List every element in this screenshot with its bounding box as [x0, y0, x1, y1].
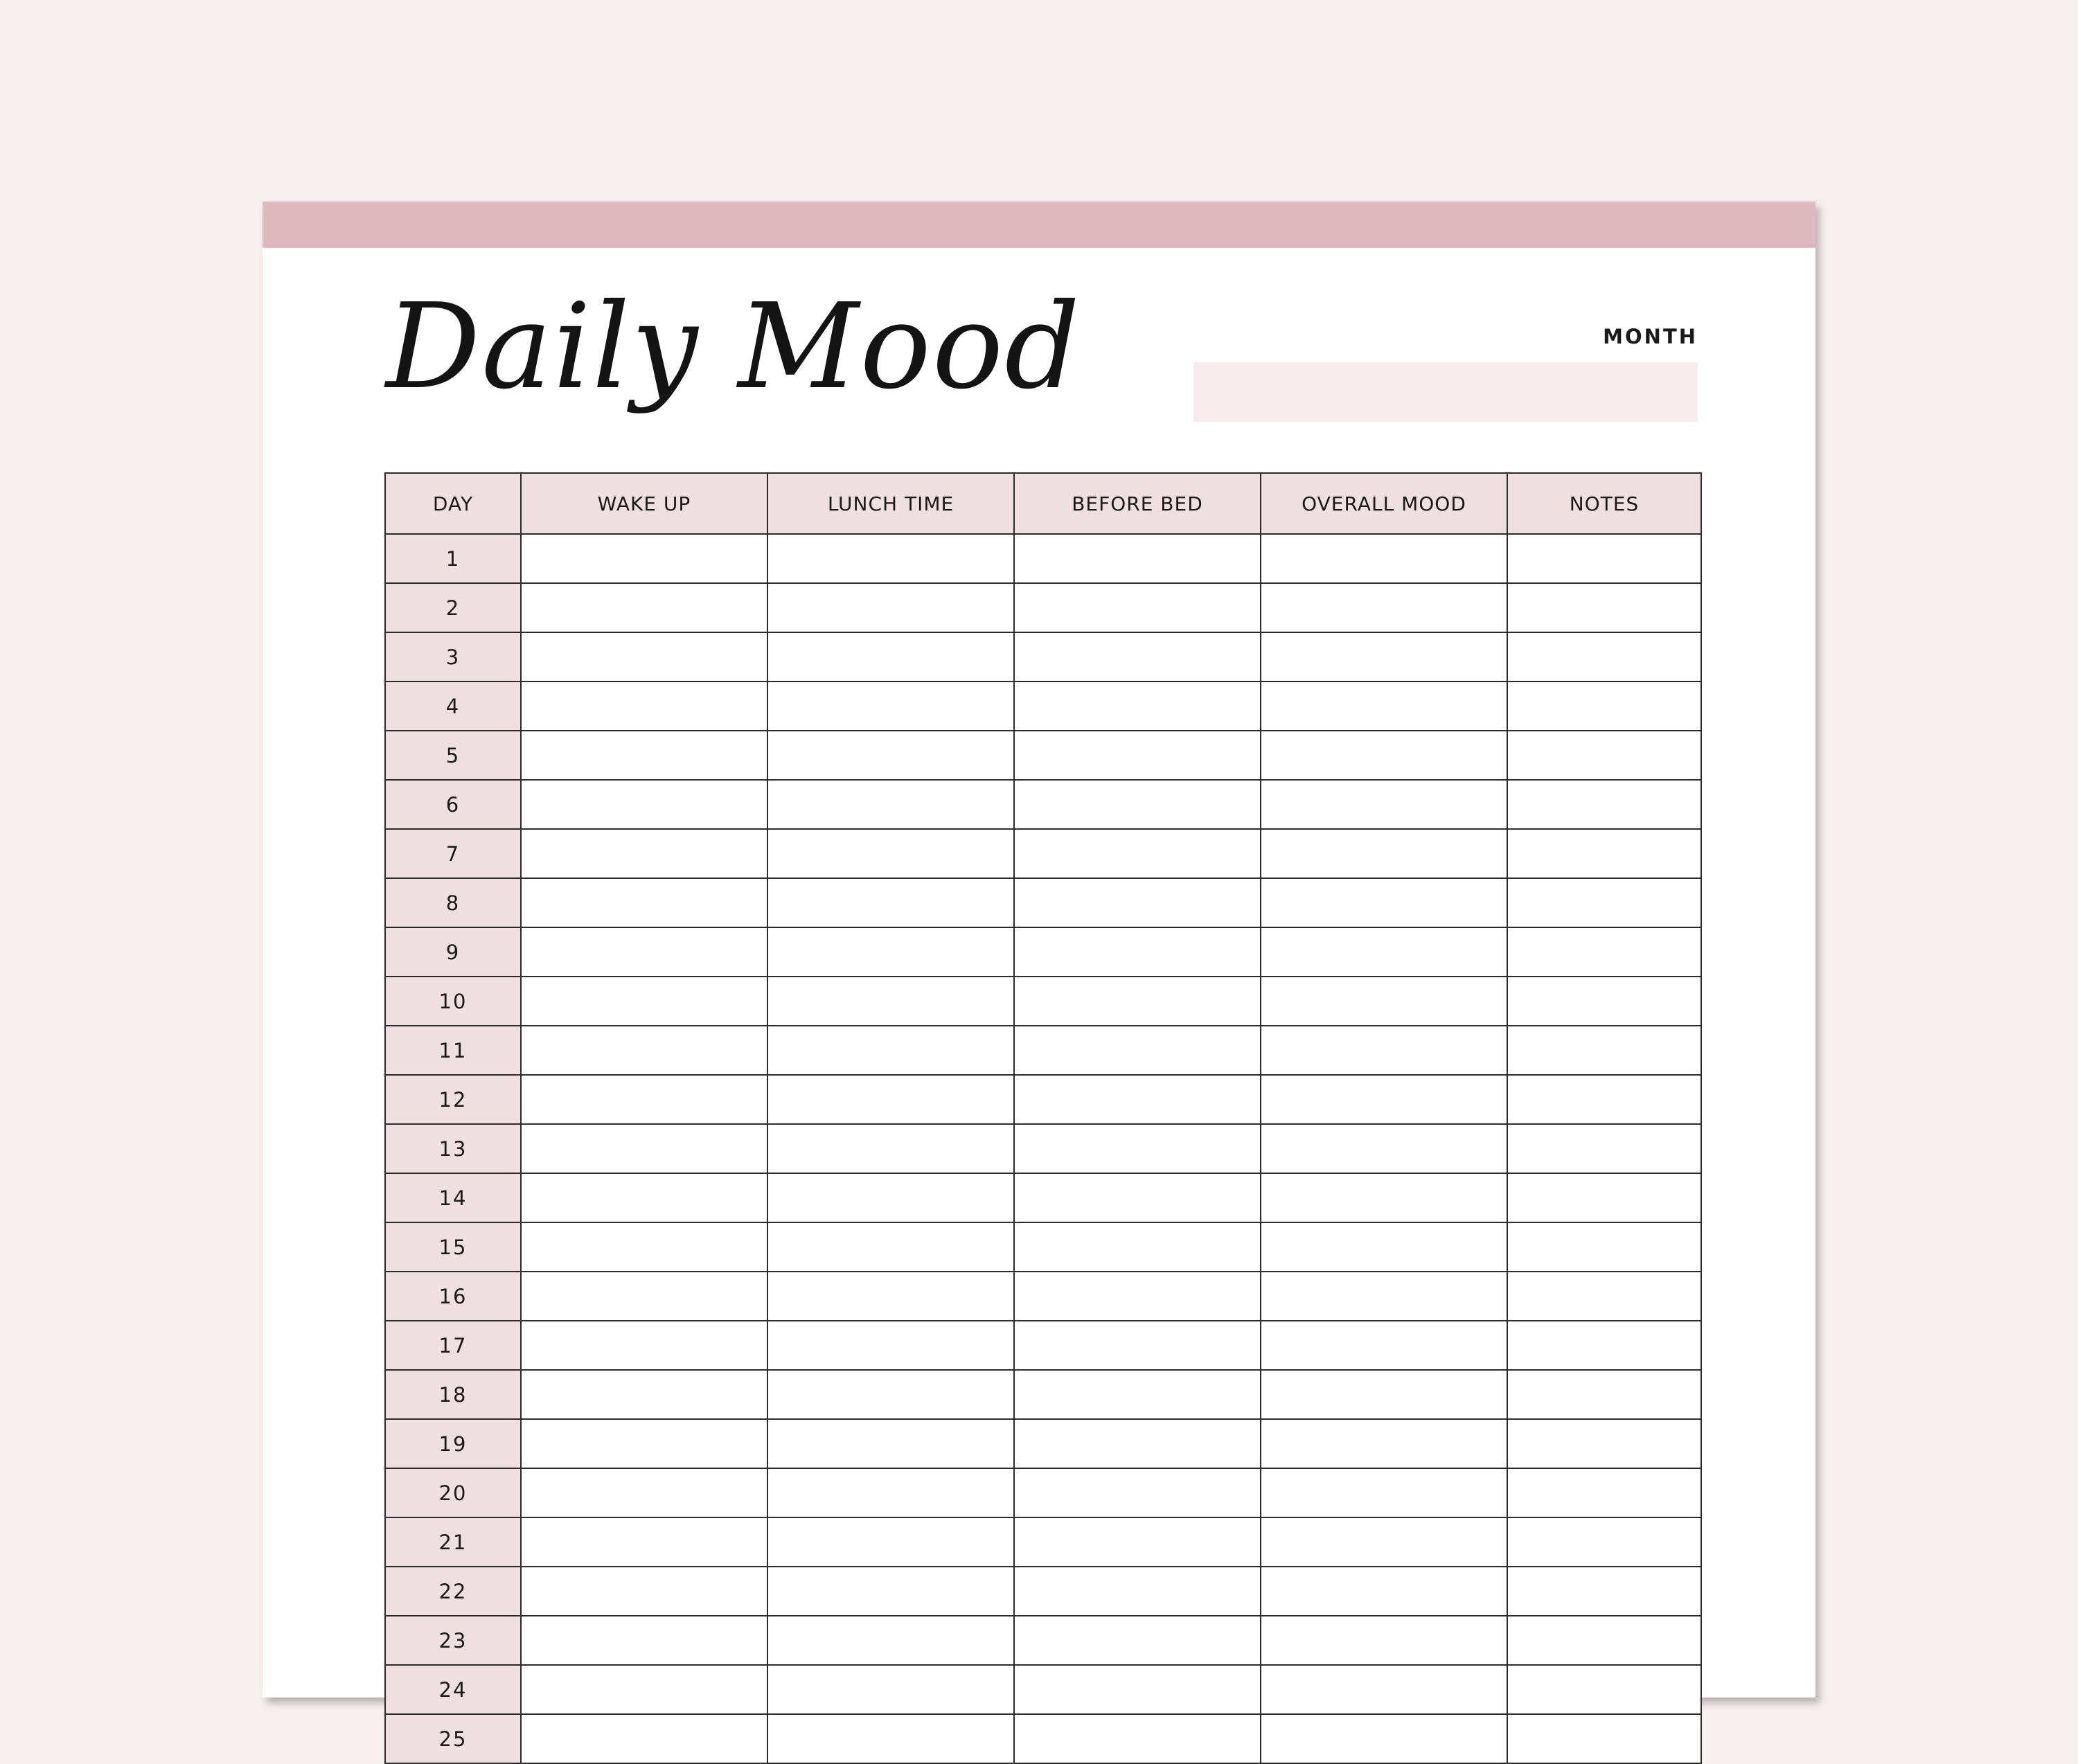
wake-up-cell[interactable]	[521, 780, 767, 829]
wake-up-cell[interactable]	[521, 977, 767, 1026]
lunch-time-cell[interactable]	[767, 583, 1014, 632]
before-bed-cell[interactable]	[1014, 1567, 1261, 1616]
table-row	[385, 878, 1701, 927]
table-row	[385, 1173, 1701, 1222]
before-bed-cell[interactable]	[1014, 583, 1261, 632]
day-number-cell: 21	[385, 1517, 521, 1567]
notes-cell[interactable]	[1507, 1419, 1701, 1468]
before-bed-cell[interactable]	[1014, 1222, 1261, 1272]
lunch-time-cell[interactable]	[767, 927, 1014, 977]
day-number-cell: 20	[385, 1468, 521, 1517]
lunch-time-cell[interactable]	[767, 1714, 1014, 1763]
lunch-time-cell[interactable]	[767, 878, 1014, 927]
overall-mood-cell[interactable]	[1261, 534, 1507, 583]
lunch-time-cell[interactable]	[767, 1419, 1014, 1468]
notes-cell[interactable]	[1507, 534, 1701, 583]
notes-cell[interactable]	[1507, 1370, 1701, 1419]
lunch-time-cell[interactable]	[767, 1517, 1014, 1567]
day-number-cell: 6	[385, 780, 521, 829]
wake-up-cell[interactable]	[521, 878, 767, 927]
table-row	[385, 780, 1701, 829]
before-bed-cell[interactable]	[1014, 1124, 1261, 1173]
wake-up-cell[interactable]	[521, 1419, 767, 1468]
before-bed-cell[interactable]	[1014, 878, 1261, 927]
wake-up-cell[interactable]	[521, 632, 767, 681]
wake-up-cell[interactable]	[521, 681, 767, 731]
notes-cell[interactable]	[1507, 1567, 1701, 1616]
overall-mood-cell[interactable]	[1261, 1419, 1507, 1468]
overall-mood-cell[interactable]	[1261, 731, 1507, 780]
table-row	[385, 534, 1701, 583]
wake-up-cell[interactable]	[521, 1272, 767, 1321]
lunch-time-cell[interactable]	[767, 1321, 1014, 1370]
planner-sheet	[263, 202, 1815, 1751]
table-row	[385, 1517, 1701, 1567]
day-number-cell: 9	[385, 927, 521, 977]
overall-mood-cell[interactable]	[1261, 1517, 1507, 1567]
day-number-cell: 12	[385, 1075, 521, 1124]
table-row	[385, 1419, 1701, 1468]
notes-cell[interactable]	[1507, 1026, 1701, 1075]
notes-cell[interactable]	[1507, 1124, 1701, 1173]
table-row	[385, 1222, 1701, 1272]
lunch-time-cell[interactable]	[767, 1468, 1014, 1517]
lunch-time-cell[interactable]	[767, 1567, 1014, 1616]
before-bed-cell[interactable]	[1014, 977, 1261, 1026]
overall-mood-cell[interactable]	[1261, 583, 1507, 632]
lunch-time-cell[interactable]	[767, 1272, 1014, 1321]
before-bed-cell[interactable]	[1014, 927, 1261, 977]
notes-cell[interactable]	[1507, 977, 1701, 1026]
wake-up-cell[interactable]	[521, 1222, 767, 1272]
day-number-cell: 14	[385, 1173, 521, 1222]
lunch-time-cell[interactable]	[767, 829, 1014, 878]
notes-cell[interactable]	[1507, 1468, 1701, 1517]
notes-cell[interactable]	[1507, 878, 1701, 927]
overall-mood-cell[interactable]	[1261, 927, 1507, 977]
day-number-cell: 13	[385, 1124, 521, 1173]
lunch-time-cell[interactable]	[767, 1665, 1014, 1714]
month-label: MONTH	[1603, 325, 1698, 348]
wake-up-cell[interactable]	[521, 1567, 767, 1616]
table-row	[385, 1321, 1701, 1370]
before-bed-cell[interactable]	[1014, 534, 1261, 583]
day-number-cell: 7	[385, 829, 521, 878]
wake-up-cell[interactable]	[521, 534, 767, 583]
overall-mood-cell[interactable]	[1261, 1468, 1507, 1517]
overall-mood-cell[interactable]	[1261, 681, 1507, 731]
before-bed-cell[interactable]	[1014, 1419, 1261, 1468]
day-number-cell: 1	[385, 534, 521, 583]
lunch-time-cell[interactable]	[767, 681, 1014, 731]
before-bed-cell[interactable]	[1014, 780, 1261, 829]
wake-up-cell[interactable]	[521, 1173, 767, 1222]
table-body	[385, 534, 1701, 1763]
wake-up-cell[interactable]	[521, 1124, 767, 1173]
mood-table	[384, 472, 1702, 1764]
day-number-cell: 15	[385, 1222, 521, 1272]
lunch-time-cell[interactable]	[767, 977, 1014, 1026]
table-header-row	[385, 473, 1701, 534]
column-header-wake-up: WAKE UP	[521, 473, 767, 534]
before-bed-cell[interactable]	[1014, 1075, 1261, 1124]
notes-cell[interactable]	[1507, 1173, 1701, 1222]
column-header-day: DAY	[385, 473, 521, 534]
day-number-cell: 2	[385, 583, 521, 632]
column-header-overall-mood: OVERALL MOOD	[1261, 473, 1507, 534]
table-row	[385, 1272, 1701, 1321]
day-number-cell: 5	[385, 731, 521, 780]
notes-cell[interactable]	[1507, 1222, 1701, 1272]
notes-cell[interactable]	[1507, 681, 1701, 731]
day-number-cell: 23	[385, 1616, 521, 1665]
wake-up-cell[interactable]	[521, 1370, 767, 1419]
table-row	[385, 1124, 1701, 1173]
notes-cell[interactable]	[1507, 583, 1701, 632]
notes-cell[interactable]	[1507, 1075, 1701, 1124]
table-row	[385, 1567, 1701, 1616]
table-row	[385, 1026, 1701, 1075]
overall-mood-cell[interactable]	[1261, 829, 1507, 878]
wake-up-cell[interactable]	[521, 583, 767, 632]
before-bed-cell[interactable]	[1014, 1370, 1261, 1419]
overall-mood-cell[interactable]	[1261, 1272, 1507, 1321]
wake-up-cell[interactable]	[521, 1714, 767, 1763]
overall-mood-cell[interactable]	[1261, 1173, 1507, 1222]
before-bed-cell[interactable]	[1014, 681, 1261, 731]
table-row	[385, 681, 1701, 731]
before-bed-cell[interactable]	[1014, 1173, 1261, 1222]
overall-mood-cell[interactable]	[1261, 1616, 1507, 1665]
column-header-notes: NOTES	[1507, 473, 1701, 534]
table-row	[385, 583, 1701, 632]
table-row	[385, 1075, 1701, 1124]
wake-up-cell[interactable]	[521, 731, 767, 780]
overall-mood-cell[interactable]	[1261, 1321, 1507, 1370]
table-row	[385, 1665, 1701, 1714]
lunch-time-cell[interactable]	[767, 731, 1014, 780]
overall-mood-cell[interactable]	[1261, 1124, 1507, 1173]
before-bed-cell[interactable]	[1014, 1517, 1261, 1567]
table-row	[385, 927, 1701, 977]
lunch-time-cell[interactable]	[767, 1370, 1014, 1419]
notes-cell[interactable]	[1507, 1517, 1701, 1567]
table-row	[385, 1468, 1701, 1517]
notes-cell[interactable]	[1507, 1665, 1701, 1714]
before-bed-cell[interactable]	[1014, 1468, 1261, 1517]
overall-mood-cell[interactable]	[1261, 780, 1507, 829]
lunch-time-cell[interactable]	[767, 534, 1014, 583]
overall-mood-cell[interactable]	[1261, 1222, 1507, 1272]
day-number-cell: 10	[385, 977, 521, 1026]
notes-cell[interactable]	[1507, 1714, 1701, 1763]
lunch-time-cell[interactable]	[767, 1026, 1014, 1075]
day-number-cell: 8	[385, 878, 521, 927]
column-header-before-bed: BEFORE BED	[1014, 473, 1261, 534]
lunch-time-cell[interactable]	[767, 632, 1014, 681]
page-title: Daily Mood	[386, 278, 1082, 416]
notes-cell[interactable]	[1507, 829, 1701, 878]
day-number-cell: 4	[385, 681, 521, 731]
day-number-cell: 16	[385, 1272, 521, 1321]
before-bed-cell[interactable]	[1014, 1714, 1261, 1763]
notes-cell[interactable]	[1507, 731, 1701, 780]
wake-up-cell[interactable]	[521, 1026, 767, 1075]
overall-mood-cell[interactable]	[1261, 878, 1507, 927]
overall-mood-cell[interactable]	[1261, 1714, 1507, 1763]
wake-up-cell[interactable]	[521, 1321, 767, 1370]
before-bed-cell[interactable]	[1014, 1616, 1261, 1665]
overall-mood-cell[interactable]	[1261, 977, 1507, 1026]
day-number-cell: 22	[385, 1567, 521, 1616]
table-row	[385, 1616, 1701, 1665]
overall-mood-cell[interactable]	[1261, 632, 1507, 681]
table-row	[385, 829, 1701, 878]
lunch-time-cell[interactable]	[767, 1222, 1014, 1272]
wake-up-cell[interactable]	[521, 1517, 767, 1567]
day-number-cell: 18	[385, 1370, 521, 1419]
lunch-time-cell[interactable]	[767, 780, 1014, 829]
notes-cell[interactable]	[1507, 927, 1701, 977]
before-bed-cell[interactable]	[1014, 1321, 1261, 1370]
before-bed-cell[interactable]	[1014, 1665, 1261, 1714]
overall-mood-cell[interactable]	[1261, 1567, 1507, 1616]
notes-cell[interactable]	[1507, 1616, 1701, 1665]
table-row	[385, 1714, 1701, 1763]
wake-up-cell[interactable]	[521, 927, 767, 977]
day-number-cell: 3	[385, 632, 521, 681]
day-number-cell: 25	[385, 1714, 521, 1763]
table-row	[385, 1370, 1701, 1419]
notes-cell[interactable]	[1507, 632, 1701, 681]
wake-up-cell[interactable]	[521, 1075, 767, 1124]
notes-cell[interactable]	[1507, 1321, 1701, 1370]
lunch-time-cell[interactable]	[767, 1173, 1014, 1222]
wake-up-cell[interactable]	[521, 1616, 767, 1665]
overall-mood-cell[interactable]	[1261, 1026, 1507, 1075]
wake-up-cell[interactable]	[521, 1665, 767, 1714]
lunch-time-cell[interactable]	[767, 1124, 1014, 1173]
day-number-cell: 19	[385, 1419, 521, 1468]
before-bed-cell[interactable]	[1014, 1026, 1261, 1075]
accent-band	[263, 202, 1815, 248]
column-header-lunch-time: LUNCH TIME	[767, 473, 1014, 534]
day-number-cell: 17	[385, 1321, 521, 1370]
day-number-cell: 24	[385, 1665, 521, 1714]
overall-mood-cell[interactable]	[1261, 1075, 1507, 1124]
table-row	[385, 977, 1701, 1026]
table-row	[385, 632, 1701, 681]
notes-cell[interactable]	[1507, 1272, 1701, 1321]
before-bed-cell[interactable]	[1014, 632, 1261, 681]
day-number-cell: 11	[385, 1026, 521, 1075]
table-row	[385, 731, 1701, 780]
month-field[interactable]	[1193, 362, 1698, 422]
before-bed-cell[interactable]	[1014, 829, 1261, 878]
overall-mood-cell[interactable]	[1261, 1665, 1507, 1714]
lunch-time-cell[interactable]	[767, 1616, 1014, 1665]
wake-up-cell[interactable]	[521, 829, 767, 878]
wake-up-cell[interactable]	[521, 1468, 767, 1517]
overall-mood-cell[interactable]	[1261, 1370, 1507, 1419]
lunch-time-cell[interactable]	[767, 1075, 1014, 1124]
notes-cell[interactable]	[1507, 780, 1701, 829]
before-bed-cell[interactable]	[1014, 1272, 1261, 1321]
before-bed-cell[interactable]	[1014, 731, 1261, 780]
